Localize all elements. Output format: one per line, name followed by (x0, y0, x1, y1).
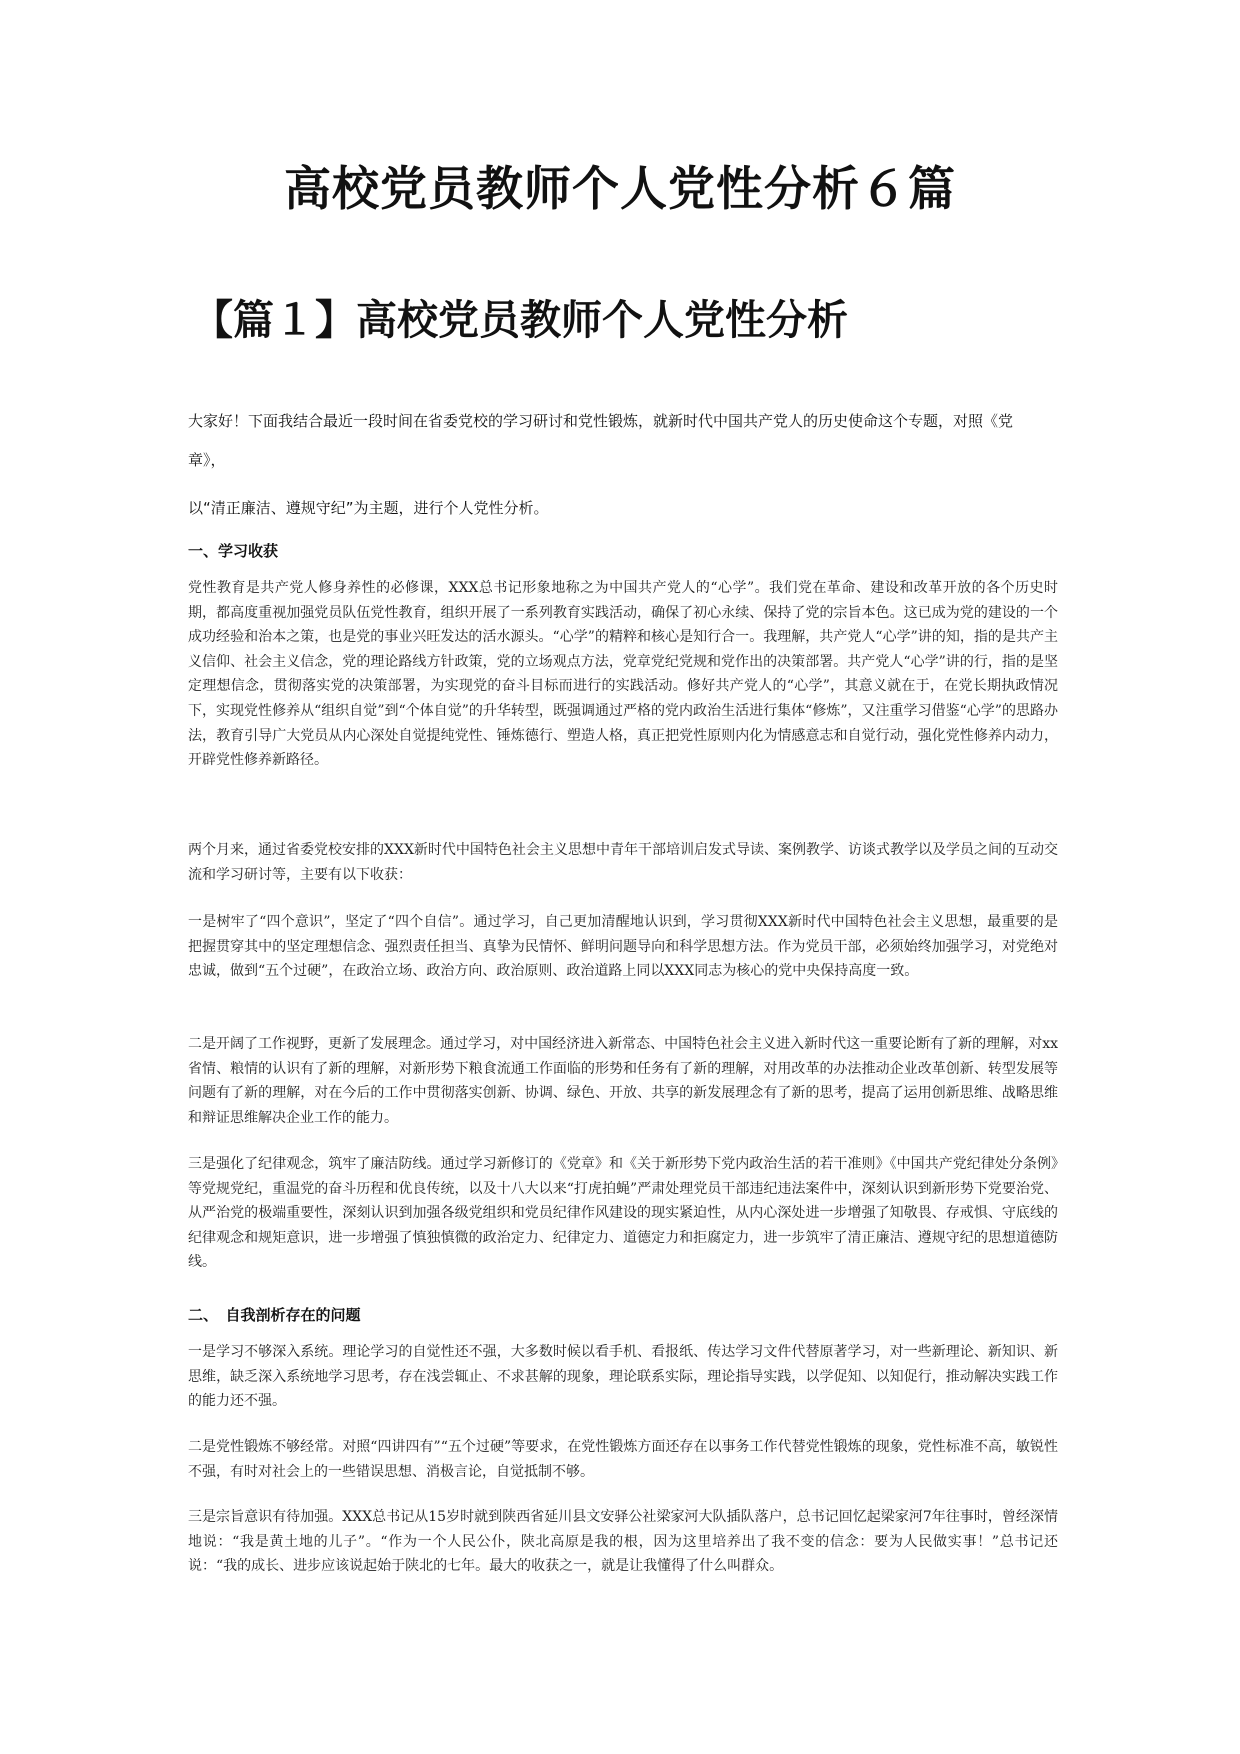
section-title: 【篇１】高校党员教师个人党性分析 (192, 296, 848, 344)
intro-theme-line: 以“清正廉洁、遵规守纪”为主题，进行个人党性分析。 (188, 499, 549, 517)
document-title: 高校党员教师个人党性分析６篇 (284, 162, 956, 217)
paragraph-problem-two: 二是党性锻炼不够经常。对照“四讲四有”“五个过硬”等要求，在党性锻炼方面还存在以事务工作代替党性锻炼的现象，党性标准不高，敏锐性不强，有时对社会上的一些错误思想、消极言论，自觉抵制不够。 (188, 1439, 1058, 1480)
paragraph-problem-three: 三是宗旨意识有待加强。XXX总书记从15岁时就到陕西省延川县文安驿公社梁家河大队插队落户，总书记回忆起梁家河7年往事时，曾经深情地说：“我是黄土地的儿子”。“作为一个人民公仆，陕北高原是我的根，因为这里培养出了我不变的信念：要为人民做实事！”总书记还说：“我的成长、进步应该说起始于陕北的七年。最大的收获之一，就是让我懂得了什么叫群众。 (188, 1509, 1058, 1575)
heading-self-analysis: 二、 自我剖析存在的问题 (188, 1306, 361, 1324)
intro-paragraph: 大家好！下面我结合最近一段时间在省委党校的学习研讨和党性锻炼，就新时代中国共产党人的历史使命这个专题，对照《党章》， (188, 412, 1014, 469)
paragraph-gain-two: 二是开阔了工作视野，更新了发展理念。通过学习，对中国经济进入新常态、中国特色社会主义进入新时代这一重要论断有了新的理解，对xx省情、粮情的认识有了新的理解，对新形势下粮食流通工作面临的形势和任务有了新的理解，对用改革的办法推动企业改革创新、转型发展等问题有了新的理解，对在今后的工作中贯彻落实创新、协调、绿色、开放、共享的新发展理念有了新的思考，提高了运用创新思维、战略思维和辩证思维解决企业工作的能力。 (188, 1036, 1058, 1126)
paragraph-gain-one: 一是树牢了“四个意识”，坚定了“四个自信”。通过学习，自己更加清醒地认识到，学习贯彻XXX新时代中国特色社会主义思想，最重要的是把握贯穿其中的坚定理想信念、强烈责任担当、真挚为民情怀、鲜明问题导向和科学思想方法。作为党员干部，必须始终加强学习，对党绝对忠诚，做到“五个过硬”，在政治立场、政治方向、政治原则、政治道路上同以XXX同志为核心的党中央保持高度一致。 (188, 914, 1058, 980)
heading-learning-gains: 一、学习收获 (188, 542, 279, 560)
paragraph-two-months: 两个月来，通过省委党校安排的XXX新时代中国特色社会主义思想中青年干部培训启发式导读、案例教学、访谈式教学以及学员之间的互动交流和学习研讨等，主要有以下收获： (188, 842, 1058, 883)
paragraph-party-education: 党性教育是共产党人修身养性的必修课，XXX总书记形象地称之为中国共产党人的“心学”。我们党在革命、建设和改革开放的各个历史时期，都高度重视加强党员队伍党性教育，组织开展了一系列教育实践活动，确保了初心永续、保持了党的宗旨本色。这已成为党的建设的一个成功经验和治本之策，也是党的事业兴旺发达的活水源头。“心学”的精粹和核心是知行合一。我理解，共产党人“心学”讲的知，指的是共产主义信仰、社会主义信念，党的理论路线方针政策，党的立场观点方法，党章党纪党规和党作出的决策部署。共产党人“心学”讲的行，指的是坚定理想信念，贯彻落实党的决策部署，为实现党的奋斗目标而进行的实践活动。修好共产党人的“心学”，其意义就在于，在党长期执政情况下，实现党性修养从“组织自觉”到“个体自觉”的升华转型，既强调通过严格的党内政治生活进行集体“修炼”，又注重学习借鉴“心学”的思路办法，教育引导广大党员从内心深处自觉提纯党性、锤炼德行、塑造人格，真正把党性原则内化为情感意志和自觉行动，强化党性修养内动力，开辟党性修养新路径。 (188, 580, 1058, 769)
paragraph-gain-three: 三是强化了纪律观念，筑牢了廉洁防线。通过学习新修订的《党章》和《关于新形势下党内政治生活的若干准则》《中国共产党纪律处分条例》等党规党纪，重温党的奋斗历程和优良传统，以及十八大以来“打虎拍蝇”严肃处理党员干部违纪违法案件中，深刻认识到新形势下党要治党、从严治党的极端重要性，深刻认识到加强各级党组织和党员纪律作风建设的现实紧迫性，从内心深处进一步增强了知敬畏、存戒惧、守底线的纪律观念和规矩意识，进一步增强了慎独慎微的政治定力、纪律定力、道德定力和拒腐定力，进一步筑牢了清正廉洁、遵规守纪的思想道德防线。 (188, 1156, 1058, 1271)
paragraph-problem-one: 一是学习不够深入系统。理论学习的自觉性还不强，大多数时候以看手机、看报纸、传达学习文件代替原著学习，对一些新理论、新知识、新思维，缺乏深入系统地学习思考，存在浅尝辄止、不求甚解的现象，理论联系实际，理论指导实践，以学促知、以知促行，推动解决实践工作的能力还不强。 (188, 1344, 1058, 1410)
